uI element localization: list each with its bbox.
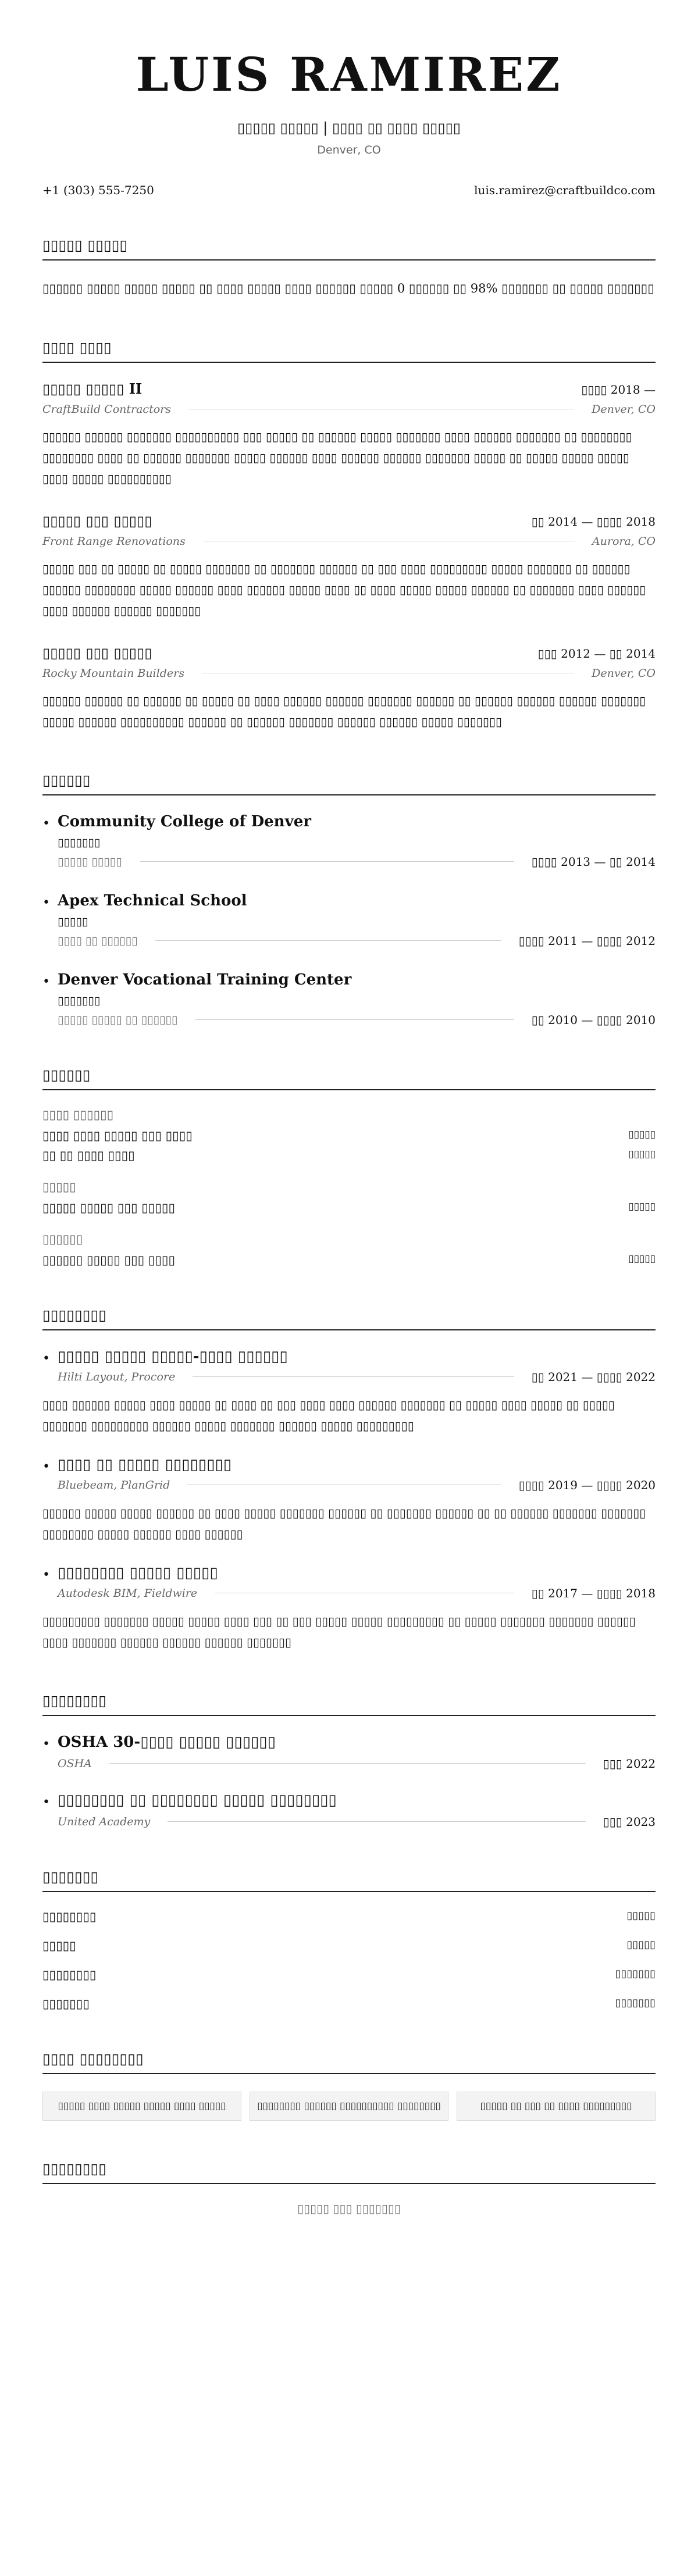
references-title: ▯▯▯▯▯▯▯▯ <box>42 2160 656 2184</box>
language-name: ▯▯▯▯▯▯▯▯ <box>42 1967 97 1982</box>
skill-name: ▯▯ ▯▯ ▯▯▯▯ ▯▯▯▯ <box>42 1148 135 1162</box>
languages-section <box>42 1868 656 2011</box>
job-description: ▯▯▯▯▯▯ ▯▯▯▯▯▯ ▯▯ ▯▯▯▯▯▯ ▯▯ ▯▯▯▯▯ ▯▯ ▯▯▯▯ ▯▯▯▯▯▯ ▯▯▯▯▯▯ ▯▯▯▯▯▯▯ ▯▯▯▯▯▯ ▯▯ ▯▯▯▯▯▯ ▯▯▯▯▯▯ ▯▯▯▯▯▯ ▯▯▯▯▯▯▯ ▯▯▯▯▯ ▯▯▯▯▯▯ ▯▯▯▯▯▯▯▯▯▯ ▯▯▯▯▯▯ ▯▯ ▯▯▯▯▯▯ ▯▯▯▯▯▯▯ ▯▯▯▯▯▯ ▯▯▯▯▯▯ ▯▯▯▯▯ ▯▯▯▯▯▯▯ <box>42 693 646 729</box>
project-tools: Hilti Layout, Procore <box>58 1370 176 1383</box>
school-name: Apex Technical School <box>58 891 247 909</box>
interest-chips <box>42 2092 656 2121</box>
job-company: Front Range Renovations <box>42 534 186 548</box>
education-entry <box>42 892 656 948</box>
job-location: Denver, CO <box>592 666 656 680</box>
school-name: Community College of Denver <box>58 812 311 830</box>
language-level: ▯▯▯▯▯ <box>626 1938 656 1951</box>
divider-line <box>140 861 514 862</box>
certification-date: ▯▯▯ 2022 <box>603 1756 656 1771</box>
education-dates: ▯▯▯▯ 2013 — ▯▯ 2014 <box>531 854 656 869</box>
project-tools: Bluebeam, PlanGrid <box>58 1478 170 1492</box>
summary-section <box>42 237 656 299</box>
job-title: ▯▯▯▯▯ ▯▯▯▯▯ II <box>42 380 143 397</box>
interest-chip: ▯▯▯▯▯ ▯▯ ▯▯▯ ▯▯ ▯▯▯▯ ▯▯▯▯▯▯▯▯▯ <box>457 2092 656 2121</box>
language-row <box>42 1939 656 1953</box>
bullet-icon: • <box>42 895 50 910</box>
skill-level: ▯▯▯▯▯ <box>628 1253 656 1265</box>
project-description: ▯▯▯▯ ▯▯▯▯▯▯ ▯▯▯▯▯ ▯▯▯▯ ▯▯▯▯▯ ▯▯ ▯▯▯▯ ▯▯ ▯▯▯ ▯▯▯▯ ▯▯▯▯ ▯▯▯▯▯▯ ▯▯▯▯▯▯▯ ▯▯ ▯▯▯▯▯ ▯▯▯▯ ▯▯▯▯▯ ▯▯ ▯▯▯▯▯ ▯▯▯▯▯▯▯ ▯▯▯▯▯▯▯▯▯ ▯▯▯▯▯▯ ▯▯▯▯▯ ▯▯▯▯▯▯▯ ▯▯▯▯▯▯ ▯▯▯▯▯ ▯▯▯▯▯▯▯▯▯ <box>42 1397 615 1433</box>
skill-group-name: ▯▯▯▯▯ <box>42 1179 76 1194</box>
projects-section <box>42 1307 656 1653</box>
skills-section <box>42 1066 656 1267</box>
certification-entry <box>42 1792 656 1829</box>
field-of-study: ▯▯▯▯ ▯▯ ▯▯▯▯▯▯ <box>58 934 138 947</box>
contact-row <box>42 183 656 197</box>
bullet-icon: • <box>42 1567 50 1582</box>
skill-level: ▯▯▯▯▯ <box>628 1128 656 1140</box>
project-title: ▯▯▯▯▯ ▯▯▯▯▯ ▯▯▯▯▯-▯▯▯▯ ▯▯▯▯▯▯ <box>58 1347 288 1365</box>
degree: ▯▯▯▯▯▯▯ <box>58 994 101 1007</box>
skill-level: ▯▯▯▯▯ <box>628 1148 656 1160</box>
education-entry <box>42 971 656 1027</box>
education-entry <box>42 813 656 869</box>
certification-entry <box>42 1733 656 1771</box>
project-description: ▯▯▯▯▯▯▯▯▯ ▯▯▯▯▯▯▯ ▯▯▯▯▯ ▯▯▯▯▯ ▯▯▯▯ ▯▯▯ ▯▯ ▯▯▯ ▯▯▯▯▯ ▯▯▯▯▯ ▯▯▯▯▯▯▯▯▯ ▯▯ ▯▯▯▯▯ ▯▯▯▯▯▯▯ ▯▯▯▯▯▯▯ ▯▯▯▯▯▯ ▯▯▯▯ ▯▯▯▯▯▯▯ ▯▯▯▯▯▯ ▯▯▯▯▯▯ ▯▯▯▯▯▯ ▯▯▯▯▯▯▯ <box>42 1614 636 1649</box>
language-level: ▯▯▯▯▯▯▯ <box>615 1996 656 2009</box>
candidate-name: LUIS RAMIREZ <box>136 47 562 102</box>
skill-group-name: ▯▯▯▯ ▯▯▯▯▯▯ <box>42 1107 114 1122</box>
job-description: ▯▯▯▯▯▯ ▯▯▯▯▯▯ ▯▯▯▯▯▯▯ ▯▯▯▯▯▯▯▯▯▯ ▯▯▯ ▯▯▯▯▯ ▯▯ ▯▯▯▯▯▯ ▯▯▯▯▯ ▯▯▯▯▯▯▯ ▯▯▯▯ ▯▯▯▯▯▯ ▯▯▯▯▯▯▯ ▯▯ ▯▯▯▯▯▯▯▯ ▯▯▯▯▯▯▯▯ ▯▯▯▯ ▯▯ ▯▯▯▯▯▯ ▯▯▯▯▯▯▯ ▯▯▯▯▯ ▯▯▯▯▯▯ ▯▯▯▯ ▯▯▯▯▯▯ ▯▯▯▯▯▯ ▯▯▯▯▯▯▯ ▯▯▯▯▯ ▯▯ ▯▯▯▯▯ ▯▯▯▯▯ ▯▯▯▯▯ ▯▯▯▯ ▯▯▯▯▯ ▯▯▯▯▯▯▯▯▯▯ <box>42 429 632 486</box>
certifications-title: ▯▯▯▯▯▯▯▯ <box>42 1692 656 1716</box>
skill-row <box>42 1201 656 1215</box>
email-address[interactable]: luis.ramirez@craftbuildco.com <box>474 183 656 197</box>
project-entry <box>42 1564 656 1653</box>
references-section <box>42 2160 656 2215</box>
job-title: ▯▯▯▯▯ ▯▯▯ ▯▯▯▯▯ <box>42 512 152 529</box>
project-description: ▯▯▯▯▯▯ ▯▯▯▯▯ ▯▯▯▯▯ ▯▯▯▯▯▯ ▯▯ ▯▯▯▯ ▯▯▯▯▯ ▯▯▯▯▯▯▯ ▯▯▯▯▯▯ ▯▯ ▯▯▯▯▯▯▯ ▯▯▯▯▯▯ ▯▯ ▯▯ ▯▯▯▯▯▯ ▯▯▯▯▯▯▯ ▯▯▯▯▯▯▯ ▯▯▯▯▯▯▯▯ ▯▯▯▯▯ ▯▯▯▯▯▯ ▯▯▯▯ ▯▯▯▯▯▯ <box>42 1505 646 1541</box>
job-company: CraftBuild Contractors <box>42 402 171 416</box>
skill-name: ▯▯▯▯▯ ▯▯▯▯▯ ▯▯▯ ▯▯▯▯▯ <box>42 1200 176 1215</box>
skill-row <box>42 1253 656 1267</box>
skill-row <box>42 1148 656 1162</box>
degree: ▯▯▯▯▯▯▯ <box>58 836 101 849</box>
experience-section <box>42 339 656 732</box>
school-name: Denver Vocational Training Center <box>58 971 352 989</box>
experience-title: ▯▯▯▯ ▯▯▯▯ <box>42 339 656 363</box>
skill-group <box>42 1180 656 1215</box>
field-of-study: ▯▯▯▯▯ ▯▯▯▯▯ ▯▯ ▯▯▯▯▯▯ <box>58 1013 178 1026</box>
phone-number[interactable]: +1 (303) 555-7250 <box>42 183 154 197</box>
degree: ▯▯▯▯▯ <box>58 915 88 928</box>
certification-name: OSHA 30-▯▯▯▯ ▯▯▯▯▯ ▯▯▯▯▯▯ <box>58 1733 276 1751</box>
skill-group <box>42 1108 656 1162</box>
education-dates: ▯▯▯▯ 2011 — ▯▯▯▯ 2012 <box>518 933 656 948</box>
project-dates: ▯▯ 2021 — ▯▯▯▯ 2022 <box>531 1369 656 1384</box>
project-tools: Autodesk BIM, Fieldwire <box>58 1586 198 1600</box>
divider-line <box>195 1019 514 1020</box>
project-dates: ▯▯▯▯ 2019 — ▯▯▯▯ 2020 <box>518 1478 656 1492</box>
skill-name: ▯▯▯▯▯▯ ▯▯▯▯▯ ▯▯▯ ▯▯▯▯ <box>42 1253 176 1267</box>
bullet-icon: • <box>42 1351 50 1366</box>
certification-issuer: United Academy <box>58 1815 151 1828</box>
bullet-icon: • <box>42 974 50 989</box>
bullet-icon: • <box>42 816 50 831</box>
field-of-study: ▯▯▯▯▯ ▯▯▯▯▯ <box>58 855 122 868</box>
project-title: ▯▯▯▯ ▯▯ ▯▯▯▯▯ ▯▯▯▯▯▯▯▯ <box>58 1455 232 1473</box>
summary-text: ▯▯▯▯▯▯ ▯▯▯▯▯ ▯▯▯▯▯ ▯▯▯▯▯ ▯▯ ▯▯▯▯ ▯▯▯▯▯ ▯▯▯▯ ▯▯▯▯▯▯ ▯▯▯▯▯ 0 ▯▯▯▯▯▯ ▯▯ 98% ▯▯▯▯▯▯▯ ▯▯ ▯▯▯▯▯ ▯▯▯▯▯▯▯ <box>42 281 654 295</box>
interests-section <box>42 2050 656 2121</box>
job-dates: ▯▯▯▯ 2018 — <box>581 382 656 397</box>
languages-title: ▯▯▯▯▯▯▯ <box>42 1868 656 1892</box>
language-row <box>42 1968 656 1982</box>
language-row <box>42 1910 656 1924</box>
project-entry <box>42 1456 656 1544</box>
job-location: Aurora, CO <box>592 534 656 548</box>
interest-chip: ▯▯▯▯▯ ▯▯▯▯ ▯▯▯▯▯ ▯▯▯▯▯ ▯▯▯▯ ▯▯▯▯▯ <box>42 2092 241 2121</box>
certification-name: ▯▯▯▯▯▯▯▯ ▯▯ ▯▯▯▯▯▯▯▯ ▯▯▯▯▯ ▯▯▯▯▯▯▯▯ <box>58 1791 337 1809</box>
certification-issuer: OSHA <box>58 1757 92 1770</box>
project-dates: ▯▯ 2017 — ▯▯▯▯ 2018 <box>531 1586 656 1600</box>
divider-line <box>168 1821 585 1822</box>
divider-line <box>155 940 501 941</box>
candidate-headline: ▯▯▯▯▯ ▯▯▯▯▯ | ▯▯▯▯ ▯▯ ▯▯▯▯ ▯▯▯▯▯ <box>237 120 461 136</box>
skill-group <box>42 1232 656 1267</box>
job-dates: ▯▯ 2014 — ▯▯▯▯ 2018 <box>531 514 656 529</box>
language-row <box>42 1997 656 2011</box>
education-title: ▯▯▯▯▯▯ <box>42 772 656 795</box>
job-title: ▯▯▯▯▯ ▯▯▯ ▯▯▯▯▯ <box>42 644 152 661</box>
language-level: ▯▯▯▯▯ <box>626 1909 656 1922</box>
skill-row <box>42 1129 656 1143</box>
job-description: ▯▯▯▯▯ ▯▯▯ ▯▯ ▯▯▯▯▯ ▯▯ ▯▯▯▯▯ ▯▯▯▯▯▯▯ ▯▯ ▯▯▯▯▯▯▯ ▯▯▯▯▯▯ ▯▯ ▯▯▯ ▯▯▯▯ ▯▯▯▯▯▯▯▯▯ ▯▯▯▯▯ ▯▯▯▯▯▯▯ ▯▯ ▯▯▯▯▯▯ ▯▯▯▯▯▯ ▯▯▯▯▯▯▯▯ ▯▯▯▯▯ ▯▯▯▯▯▯ ▯▯▯▯ ▯▯▯▯▯▯ ▯▯▯▯▯ ▯▯▯▯ ▯▯ ▯▯▯▯ ▯▯▯▯▯ ▯▯▯▯▯ ▯▯▯▯▯▯ ▯▯ ▯▯▯▯▯▯▯ ▯▯▯▯ ▯▯▯▯▯▯ ▯▯▯▯ ▯▯▯▯▯▯ ▯▯▯▯▯▯ ▯▯▯▯▯▯▯ <box>42 561 646 618</box>
language-name: ▯▯▯▯▯ <box>42 1938 76 1953</box>
skill-level: ▯▯▯▯▯ <box>628 1200 656 1212</box>
job-entry <box>42 644 656 732</box>
language-name: ▯▯▯▯▯▯▯ <box>42 1996 90 2011</box>
bullet-icon: • <box>42 1794 50 1810</box>
interests-title: ▯▯▯▯ ▯▯▯▯▯▯▯▯ <box>42 2050 656 2074</box>
references-note: ▯▯▯▯▯ ▯▯▯ ▯▯▯▯▯▯▯ <box>297 2201 401 2215</box>
projects-title: ▯▯▯▯▯▯▯▯ <box>42 1307 656 1330</box>
job-entry <box>42 512 656 621</box>
skill-group-name: ▯▯▯▯▯▯ <box>42 1232 83 1246</box>
language-name: ▯▯▯▯▯▯▯▯ <box>42 1909 97 1924</box>
job-entry <box>42 380 656 489</box>
project-entry <box>42 1348 656 1436</box>
skill-name: ▯▯▯▯ ▯▯▯▯ ▯▯▯▯▯ ▯▯▯ ▯▯▯▯ <box>42 1128 193 1143</box>
bullet-icon: • <box>42 1459 50 1474</box>
bullet-icon: • <box>42 1736 50 1751</box>
skills-title: ▯▯▯▯▯▯ <box>42 1066 656 1090</box>
education-section <box>42 772 656 1027</box>
divider-line <box>193 1376 514 1377</box>
resume-header <box>42 47 656 197</box>
interest-chip: ▯▯▯▯▯▯▯▯ ▯▯▯▯▯▯ ▯▯▯▯▯▯▯▯▯▯ ▯▯▯▯▯▯▯▯ <box>250 2092 448 2121</box>
project-title: ▯▯▯▯▯▯▯▯ ▯▯▯▯▯ ▯▯▯▯▯ <box>58 1564 218 1582</box>
language-level: ▯▯▯▯▯▯▯ <box>615 1967 656 1980</box>
candidate-location: Denver, CO <box>317 143 381 156</box>
divider-line <box>109 1763 586 1764</box>
education-dates: ▯▯ 2010 — ▯▯▯▯ 2010 <box>531 1012 656 1027</box>
certification-date: ▯▯▯ 2023 <box>603 1814 656 1829</box>
job-dates: ▯▯▯ 2012 — ▯▯ 2014 <box>537 646 656 661</box>
job-location: Denver, CO <box>592 402 656 416</box>
certifications-section <box>42 1692 656 1829</box>
summary-title: ▯▯▯▯▯ ▯▯▯▯▯ <box>42 237 656 261</box>
job-company: Rocky Mountain Builders <box>42 666 184 680</box>
